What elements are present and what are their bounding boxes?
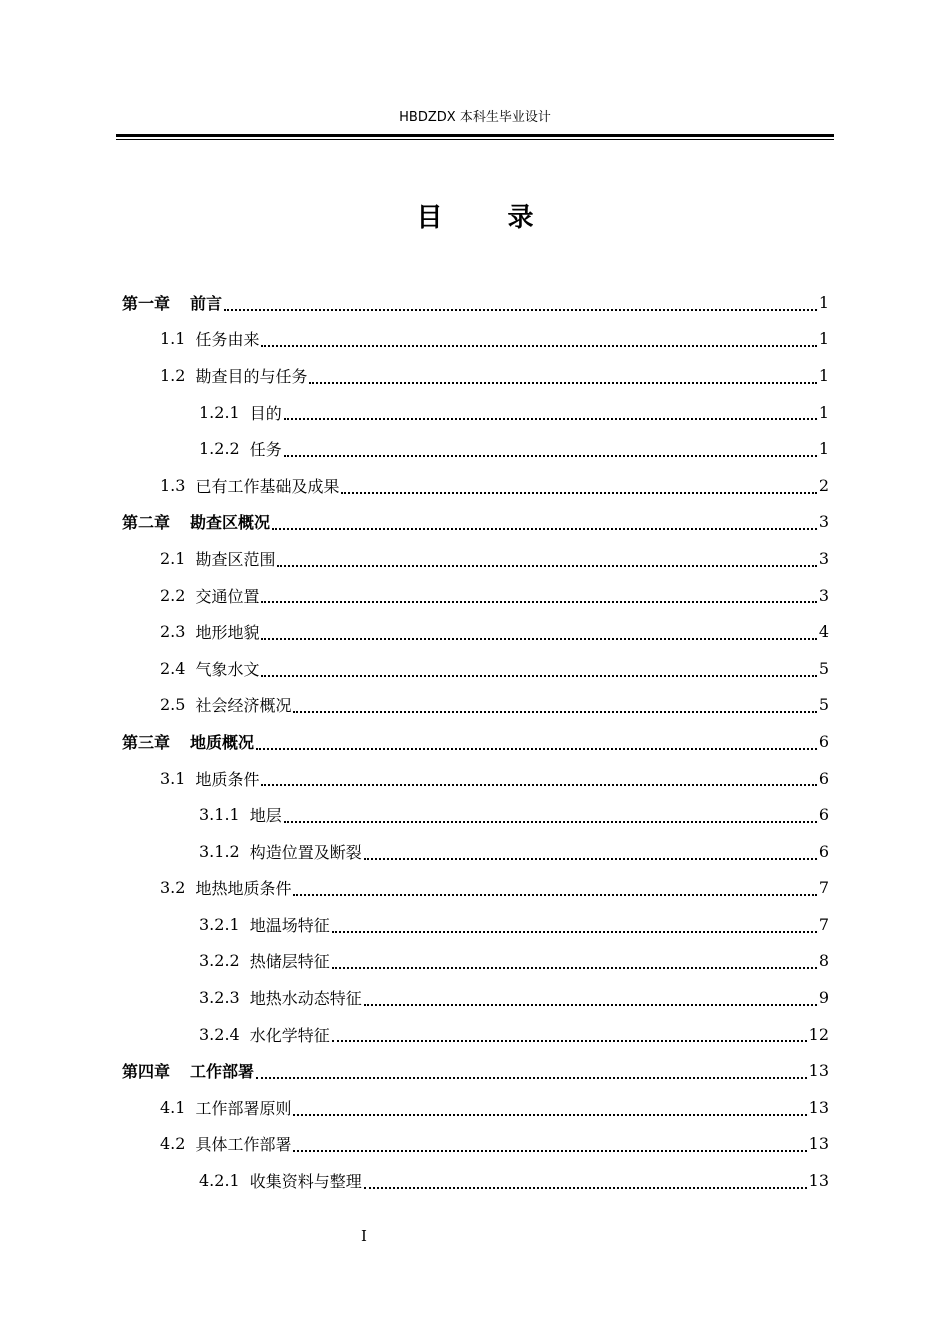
toc-entry[interactable]: [122, 394, 829, 431]
toc-entry-page: 8: [818, 951, 829, 971]
toc-entry[interactable]: [122, 723, 829, 760]
toc-entry-page: 6: [818, 841, 829, 861]
toc-entry-page: 13: [808, 1171, 829, 1191]
toc-entry-title: 地质条件: [195, 769, 260, 789]
toc-entry-title: 具体工作部署: [195, 1135, 292, 1155]
toc-leader-dots: [284, 418, 817, 420]
toc-entry-number: 3.2: [160, 878, 186, 898]
toc-entry-page: 1: [818, 365, 829, 385]
toc-entry-number: 第三章: [122, 732, 171, 752]
toc-entry-number: 3.2.4: [199, 1024, 240, 1044]
toc-entry-number: 1.1: [160, 329, 186, 349]
toc-leader-dots: [332, 931, 817, 933]
toc-entry-number: 第一章: [122, 293, 171, 313]
toc-entry[interactable]: [122, 760, 829, 797]
toc-entry-title: 收集资料与整理: [249, 1172, 362, 1192]
toc-entry-title: 地质概况: [190, 732, 255, 752]
toc-entry-title: 地温场特征: [249, 915, 330, 935]
toc-entry[interactable]: [122, 1016, 829, 1053]
toc-entry-page: 13: [808, 1097, 829, 1117]
toc-entry[interactable]: [122, 870, 829, 907]
toc-leader-dots: [332, 967, 817, 969]
toc-entry-page: 4: [818, 622, 829, 642]
toc-leader-dots: [224, 309, 817, 311]
toc-leader-dots: [332, 1040, 807, 1042]
toc-entry-number: 1.3: [160, 475, 186, 495]
toc-entry[interactable]: [122, 540, 829, 577]
page-number: I: [361, 1227, 367, 1245]
toc-entry[interactable]: [122, 1162, 829, 1199]
toc-entry-number: 3.2.1: [199, 914, 240, 934]
toc-entry-page: 6: [818, 805, 829, 825]
toc-entry-page: 5: [818, 695, 829, 715]
toc-entry-title: 工作部署原则: [195, 1098, 292, 1118]
toc-entry-number: 3.2.2: [199, 951, 240, 971]
toc-entry-page: 12: [808, 1024, 829, 1044]
toc-entry-page: 7: [818, 914, 829, 934]
toc-leader-dots: [293, 1150, 806, 1152]
toc-entry-title: 地热地质条件: [195, 879, 292, 899]
toc-entry-title: 地形地貌: [195, 623, 260, 643]
toc-entry-number: 第四章: [122, 1062, 171, 1082]
toc-entry-number: 3.1.2: [199, 841, 240, 861]
toc-leader-dots: [284, 821, 817, 823]
toc-leader-dots: [277, 565, 816, 567]
toc-entry[interactable]: [122, 979, 829, 1016]
toc-entry-number: 1.2.1: [199, 402, 240, 422]
toc-entry-title: 交通位置: [195, 586, 260, 606]
toc-leader-dots: [261, 784, 816, 786]
toc-entry-page: 9: [818, 988, 829, 1008]
toc-leader-dots: [364, 858, 817, 860]
header-rule-thin: [116, 139, 834, 140]
toc-entry-page: 2: [818, 475, 829, 495]
toc-entry-page: 1: [818, 292, 829, 312]
toc-leader-dots: [293, 1114, 806, 1116]
toc-leader-dots: [293, 894, 816, 896]
toc-leader-dots: [261, 345, 816, 347]
toc-leader-dots: [364, 1187, 807, 1189]
toc-entry[interactable]: [122, 687, 829, 724]
toc-entry-number: 2.3: [160, 622, 186, 642]
toc-entry-number: 2.1: [160, 548, 186, 568]
toc-entry-page: 13: [808, 1061, 829, 1081]
toc-entry-page: 1: [818, 439, 829, 459]
toc-entry-title: 目的: [249, 403, 282, 423]
toc-entry[interactable]: [122, 796, 829, 833]
toc-entry-title: 勘查区概况: [190, 513, 271, 533]
toc-entry-title: 已有工作基础及成果: [195, 476, 340, 496]
toc-entry-number: 3.2.3: [199, 988, 240, 1008]
toc-entry-title: 任务由来: [195, 330, 260, 350]
page-title: 目 录: [416, 203, 562, 233]
toc-entry-number: 1.2.2: [199, 439, 240, 459]
toc-entry-title: 地层: [249, 806, 282, 826]
toc-leader-dots: [256, 748, 817, 750]
toc-entry[interactable]: [122, 1052, 829, 1089]
toc-entry-number: 2.2: [160, 585, 186, 605]
toc-entry-page: 6: [818, 731, 829, 751]
toc-entry-page: 5: [818, 658, 829, 678]
toc-leader-dots: [341, 492, 816, 494]
toc-entry-page: 3: [818, 512, 829, 532]
toc-entry-page: 3: [818, 585, 829, 605]
toc-entry-number: 4.2.1: [199, 1171, 240, 1191]
toc-entry-title: 热储层特征: [249, 952, 330, 972]
toc-entry-page: 7: [818, 878, 829, 898]
toc-entry[interactable]: [122, 430, 829, 467]
toc-leader-dots: [261, 675, 816, 677]
toc-entry-title: 气象水文: [195, 659, 260, 679]
toc-entry-number: 第二章: [122, 513, 171, 533]
toc-entry-number: 4.2: [160, 1134, 186, 1154]
toc-entry[interactable]: [122, 906, 829, 943]
toc-entry-title: 水化学特征: [249, 1025, 330, 1045]
toc-entry-title: 任务: [249, 440, 282, 460]
toc-entry-number: 2.5: [160, 695, 186, 715]
toc-leader-dots: [309, 382, 816, 384]
toc-leader-dots: [284, 455, 817, 457]
toc-entry[interactable]: [122, 1126, 829, 1163]
toc-entry[interactable]: [122, 943, 829, 980]
toc-entry-title: 构造位置及断裂: [249, 842, 362, 862]
toc-entry[interactable]: [122, 504, 829, 541]
toc-entry[interactable]: [122, 357, 829, 394]
toc-entry-title: 勘查目的与任务: [195, 366, 308, 386]
toc-entry[interactable]: [122, 613, 829, 650]
toc-entry-title: 社会经济概况: [195, 696, 292, 716]
toc-entry-number: 1.2: [160, 365, 186, 385]
toc-leader-dots: [261, 601, 816, 603]
toc-entry-page: 1: [818, 329, 829, 349]
toc-leader-dots: [293, 711, 816, 713]
toc-entry[interactable]: [122, 833, 829, 870]
toc-entry-page: 3: [818, 548, 829, 568]
toc-entry[interactable]: [122, 577, 829, 614]
toc-entry-number: 4.1: [160, 1097, 186, 1117]
header-rule-thick: [116, 134, 834, 137]
running-header: HBDZDX 本科生毕业设计: [399, 110, 551, 125]
toc-entry-title: 勘查区范围: [195, 549, 276, 569]
toc-entry[interactable]: [122, 284, 829, 321]
toc-leader-dots: [256, 1077, 807, 1079]
toc-leader-dots: [364, 1004, 817, 1006]
toc-entry[interactable]: [122, 467, 829, 504]
toc-entry-number: 3.1.1: [199, 805, 240, 825]
toc-entry-page: 6: [818, 768, 829, 788]
toc-entry[interactable]: [122, 1089, 829, 1126]
toc-entry-number: 2.4: [160, 658, 186, 678]
toc-entry-title: 地热水动态特征: [249, 989, 362, 1009]
toc-entry-title: 前言: [190, 293, 223, 313]
toc-entry-title: 工作部署: [190, 1062, 255, 1082]
toc-leader-dots: [272, 528, 817, 530]
toc-entry-page: 13: [808, 1134, 829, 1154]
toc-entry-page: 1: [818, 402, 829, 422]
toc-entry[interactable]: [122, 650, 829, 687]
toc-leader-dots: [261, 638, 816, 640]
toc-entry-number: 3.1: [160, 768, 186, 788]
toc-entry[interactable]: [122, 321, 829, 358]
table-of-contents: [122, 284, 829, 1199]
